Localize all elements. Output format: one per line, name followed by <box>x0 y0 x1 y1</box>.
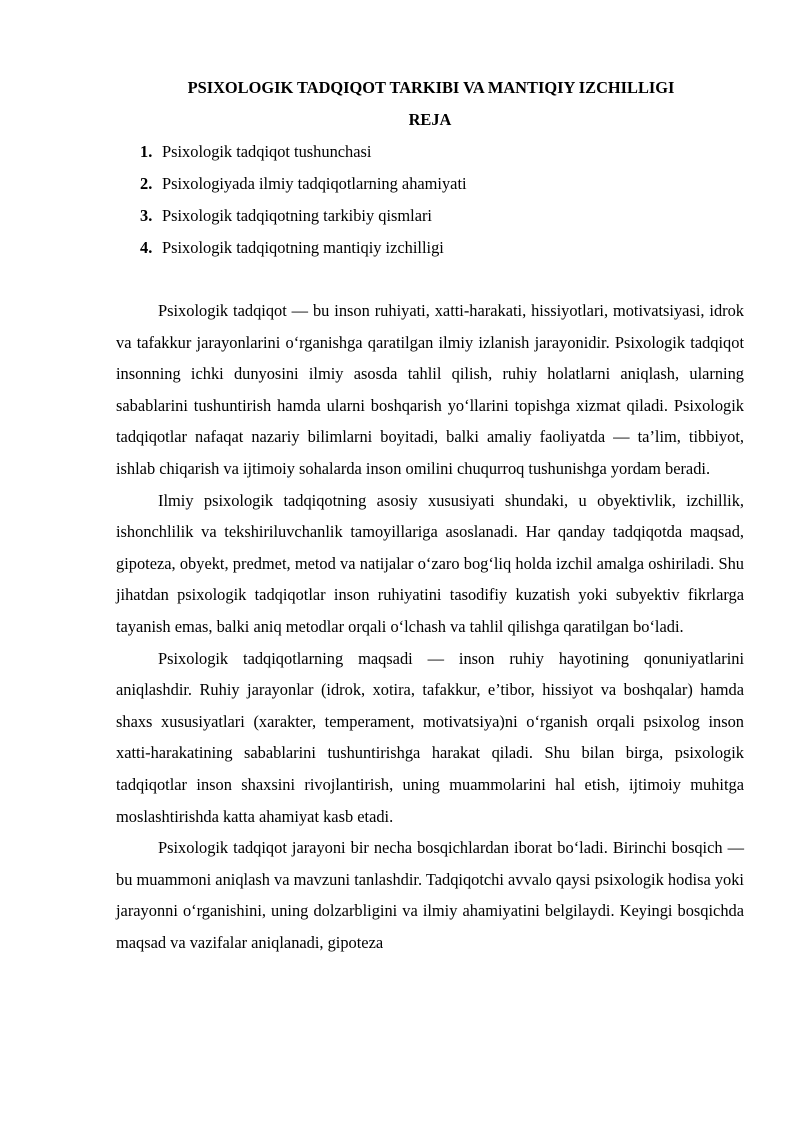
body-paragraph: Ilmiy psixologik tadqiqotning asosiy xususiyati shundaki, u obyektivlik, izchillik, ishonchlilik va tekshiriluvchanlik tamoyillariga asoslanadi. Har qanday tadqiqotda maqsad, gipoteza, obyekt, predmet, metod va natijalar o‘zaro bog‘liq holda izchil amalga oshiriladi. Shu jihatdan psixologik tadqiqotlar inson ruhiyatini tasodifiy kuzatish yoki subyektiv fikrlarga tayanish emas, balki aniq metodlar orqali o‘lchash va tahlil qilishga qaratilgan bo‘ladi. <box>116 490 744 636</box>
plan-item-text: Psixologik tadqiqot tushunchasi <box>162 142 372 161</box>
document-body <box>116 295 744 958</box>
plan-item <box>140 200 744 232</box>
plan-item-number: 3. <box>140 206 153 225</box>
document-title: PSIXOLOGIK TADQIQOT TARKIBI VA MANTIQIY IZCHILLIGI <box>187 78 675 97</box>
plan-item-number: 4. <box>140 238 153 257</box>
plan-list <box>116 136 744 264</box>
plan-item <box>140 168 744 200</box>
plan-item <box>140 136 744 168</box>
plan-item-text: Psixologiyada ilmiy tadqiqotlarning ahamiyati <box>162 174 467 193</box>
plan-item-number: 2. <box>140 174 153 193</box>
body-paragraph: Psixologik tadqiqot — bu inson ruhiyati, xatti-harakati, hissiyotlari, motivatsiyasi, idrok va tafakkur jarayonlarini o‘rganishga qaratilgan ilmiy izlanish jarayonidir. Psixologik tadqiqot insonning ichki dunyosini ilmiy asosda tahlil qilish, ruhiy holatlarni aniqlash, ularning sabablarini tushuntirish hamda ularni boshqarish yo‘llarini topishga xizmat qiladi. Psixologik tadqiqotlar nafaqat nazariy bilimlarni boyitadi, balki amaliy faoliyatda — ta’lim, tibbiyot, ishlab chiqarish va ijtimoiy sohalarda inson omilini chuqurroq tushunishga yordam beradi. <box>116 301 744 478</box>
plan-item-text: Psixologik tadqiqotning tarkibiy qismlari <box>162 206 432 225</box>
body-paragraph: Psixologik tadqiqotlarning maqsadi — inson ruhiy hayotining qonuniyatlarini aniqlashdir. Ruhiy jarayonlar (idrok, xotira, tafakkur, e’tibor, hissiyot va boshqalar) hamda shaxs xususiyatlari (xarakter, temperament, motivatsiya)ni o‘rganish orqali psixolog inson xatti-harakatining sabablarini tushuntirishga harakat qiladi. Shu bilan birga, psixologik tadqiqotlar inson shaxsini rivojlantirish, uning muammolarini hal etish, ijtimoiy muhitga moslashtirishda katta ahamiyat kasb etadi. <box>116 648 744 826</box>
plan-item-number: 1. <box>140 142 153 161</box>
plan-item <box>140 232 744 264</box>
body-paragraph: Psixologik tadqiqot jarayoni bir necha bosqichlardan iborat bo‘ladi. Birinchi bosqich — bu muammoni aniqlash va mavzuni tanlashdir. Tadqiqotchi avvalo qaysi psixologik hodisa yoki jarayonni o‘rganishini, uning dolzarbligini va ilmiy ahamiyatini belgilaydi. Keyingi bosqichda maqsad va vazifalar aniqlanadi, gipoteza <box>116 838 744 952</box>
plan-heading: REJA <box>408 110 452 129</box>
plan-item-text: Psixologik tadqiqotning mantiqiy izchilligi <box>162 238 444 257</box>
